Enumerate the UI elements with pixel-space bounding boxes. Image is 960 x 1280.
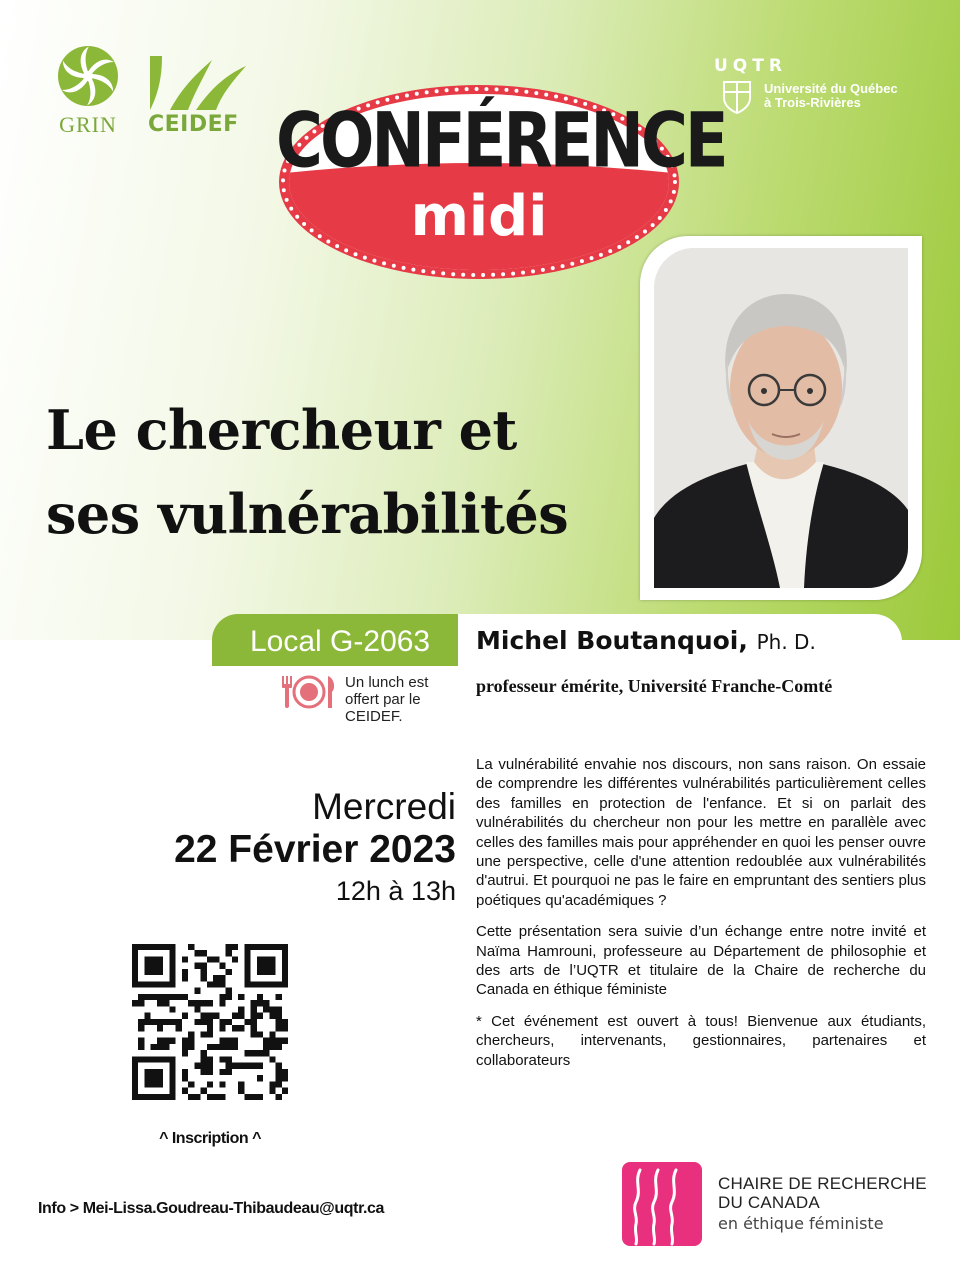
qr-caption: ^ Inscription ^ xyxy=(159,1130,261,1147)
uqtr-name-line2: à Trois-Rivières xyxy=(764,95,861,110)
uqtr-wordmark: UQTR xyxy=(714,56,787,76)
uqtr-shield-icon xyxy=(722,80,752,114)
conference-title: CONFÉRENCE xyxy=(276,98,726,186)
chair-logo-icon xyxy=(622,1162,702,1246)
speaker-portrait-illustration xyxy=(654,248,908,588)
lunch-note-line2: offert par le xyxy=(345,691,421,708)
ceidef-logo-text: CEIDEF xyxy=(148,112,239,137)
description-paragraph-1: La vulnérabilité envahie nos discours, non sans raison. On essaie de comprendre les différentes vulnérabilités particulièrement celles des familles en protection de l'enfance. Et si on parlait des vulnérabilités du chercheur non pour les mettre en parallèle avec celles des familles mais pour appréhender en quoi les penser ouvre une perspective, celle d'une attention redoublée aux vulnérabilités d'autrui. Et pourquoi ne pas le faire en empruntant des sentiers plus poétiques qu'académiques ? xyxy=(476,756,926,909)
chair-name-line2: DU CANADA xyxy=(718,1193,820,1212)
event-time: 12h à 13h xyxy=(335,876,456,906)
speaker-affiliation: professeur émérite, Université Franche-Comté xyxy=(476,676,833,696)
chair-name-line3: en éthique féministe xyxy=(718,1214,884,1233)
midi-label: midi xyxy=(410,184,548,249)
contact-info[interactable]: Info > Mei-Lissa.Goudreau-Thibaudeau@uqtr.ca xyxy=(38,1200,385,1217)
event-weekday: Mercredi xyxy=(312,786,456,827)
event-title xyxy=(46,388,626,556)
uqtr-name-line1: Université du Québec xyxy=(764,81,898,96)
event-title-line1: Le chercheur et xyxy=(46,398,517,462)
speaker-name-text: Michel Boutanquoi, xyxy=(476,626,748,655)
speaker-photo xyxy=(654,248,908,588)
registration-qr-code[interactable] xyxy=(132,944,288,1100)
description-paragraph-2: Cette présentation sera suivie d’un échange entre notre invité et Naïma Hamrouni, professeure au Département de philosophie et des arts de l’UQTR et titulaire de la Chaire de recherche du Canada en éthique féministe xyxy=(476,923,926,999)
grin-logo-text: GRIN xyxy=(59,112,117,137)
uqtr-name xyxy=(764,82,898,110)
event-description xyxy=(476,755,926,1082)
description-paragraph-3: * Cet événement est ouvert à tous! Bienvenue aux étudiants, chercheurs, intervenants, gestionnaires, partenaires et collaborateurs xyxy=(476,1012,926,1069)
lunch-plate-icon xyxy=(280,674,338,710)
event-date: 22 Février 2023 xyxy=(174,828,456,871)
lunch-note-line3: CEIDEF. xyxy=(345,708,403,725)
speaker-degree: Ph. D. xyxy=(756,630,816,654)
ceidef-logo xyxy=(148,54,248,114)
speaker-name xyxy=(476,626,816,655)
lunch-note-line1: Un lunch est xyxy=(345,674,429,691)
event-title-line2: ses vulnérabilités xyxy=(46,482,569,546)
room-label: Local G-2063 xyxy=(212,614,458,666)
chair-name-line1: CHAIRE DE RECHERCHE xyxy=(718,1174,927,1193)
lunch-note xyxy=(345,674,449,725)
